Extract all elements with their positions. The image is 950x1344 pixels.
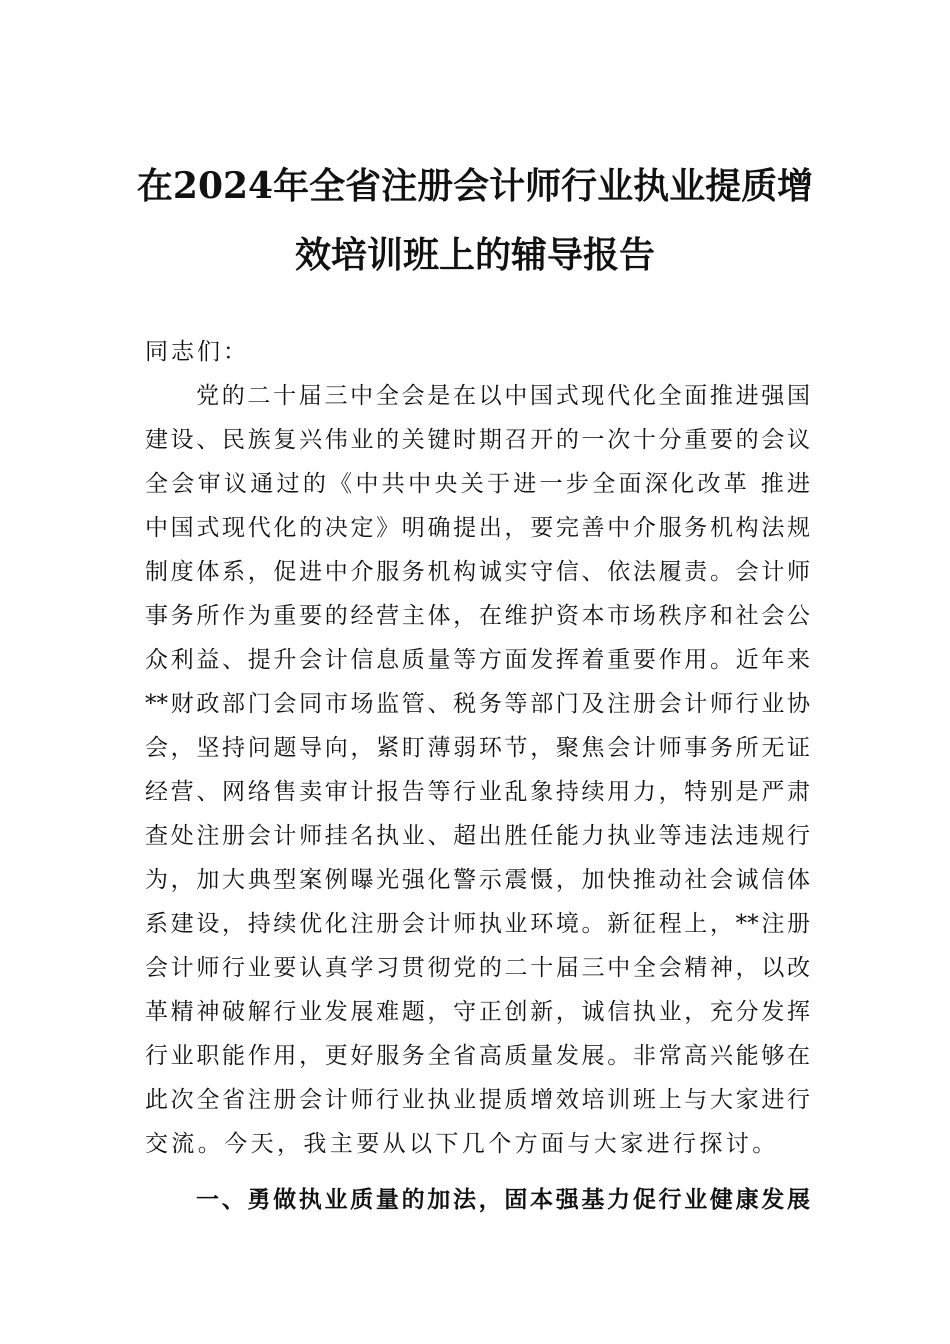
paragraph-line: **财政部门会同市场监管、税务等部门及注册会计师行业协: [145, 691, 810, 717]
paragraph-line: 为，加大典型案例曝光强化警示震慑，加快推动社会诚信体: [145, 867, 810, 893]
paragraph-line: 众利益、提升会计信息质量等方面发挥着重要作用。近年来: [145, 647, 810, 673]
paragraph-line: 中国式现代化的决定》明确提出，要完善中介服务机构法规: [145, 515, 810, 541]
paragraph-line: 会，坚持问题导向，紧盯薄弱环节，聚焦会计师事务所无证: [145, 735, 810, 761]
paragraph-line: 查处注册会计师挂名执业、超出胜任能力执业等违法违规行: [145, 823, 810, 849]
paragraph-line: 行业职能作用，更好服务全省高质量发展。非常高兴能够在: [145, 1043, 810, 1069]
paragraph-line: 建设、民族复兴伟业的关键时期召开的一次十分重要的会议: [145, 427, 810, 453]
paragraph-line: 经营、网络售卖审计报告等行业乱象持续用力，特别是严肃: [145, 779, 810, 805]
paragraph-line: 全会审议通过的《中共中央关于进一步全面深化改革 推进: [145, 471, 810, 497]
document-title-line-2: 效培训班上的辅导报告: [294, 234, 655, 276]
salutation: 同志们：: [145, 339, 249, 365]
paragraph-line: 制度体系，促进中介服务机构诚实守信、依法履责。会计师: [145, 559, 810, 585]
document-title-line-1: 在2024年全省注册会计师行业执业提质增: [136, 165, 814, 207]
paragraph-line: 此次全省注册会计师行业执业提质增效培训班上与大家进行: [145, 1087, 810, 1113]
paragraph-line: 系建设，持续优化注册会计师执业环境。新征程上，**注册: [145, 911, 810, 937]
paragraph-line: 会计师行业要认真学习贯彻党的二十届三中全会精神，以改: [145, 955, 810, 981]
paragraph-line: 事务所作为重要的经营主体，在维护资本市场秩序和社会公: [145, 603, 810, 629]
paragraph-line: 革精神破解行业发展难题，守正创新，诚信执业，充分发挥: [145, 999, 810, 1025]
paragraph-line: 交流。今天，我主要从以下几个方面与大家进行探讨。: [145, 1131, 779, 1157]
paragraph-line: 党的二十届三中全会是在以中国式现代化全面推进强国: [196, 383, 810, 409]
section-heading: 一、勇做执业质量的加法，固本强基力促行业健康发展: [196, 1186, 810, 1213]
